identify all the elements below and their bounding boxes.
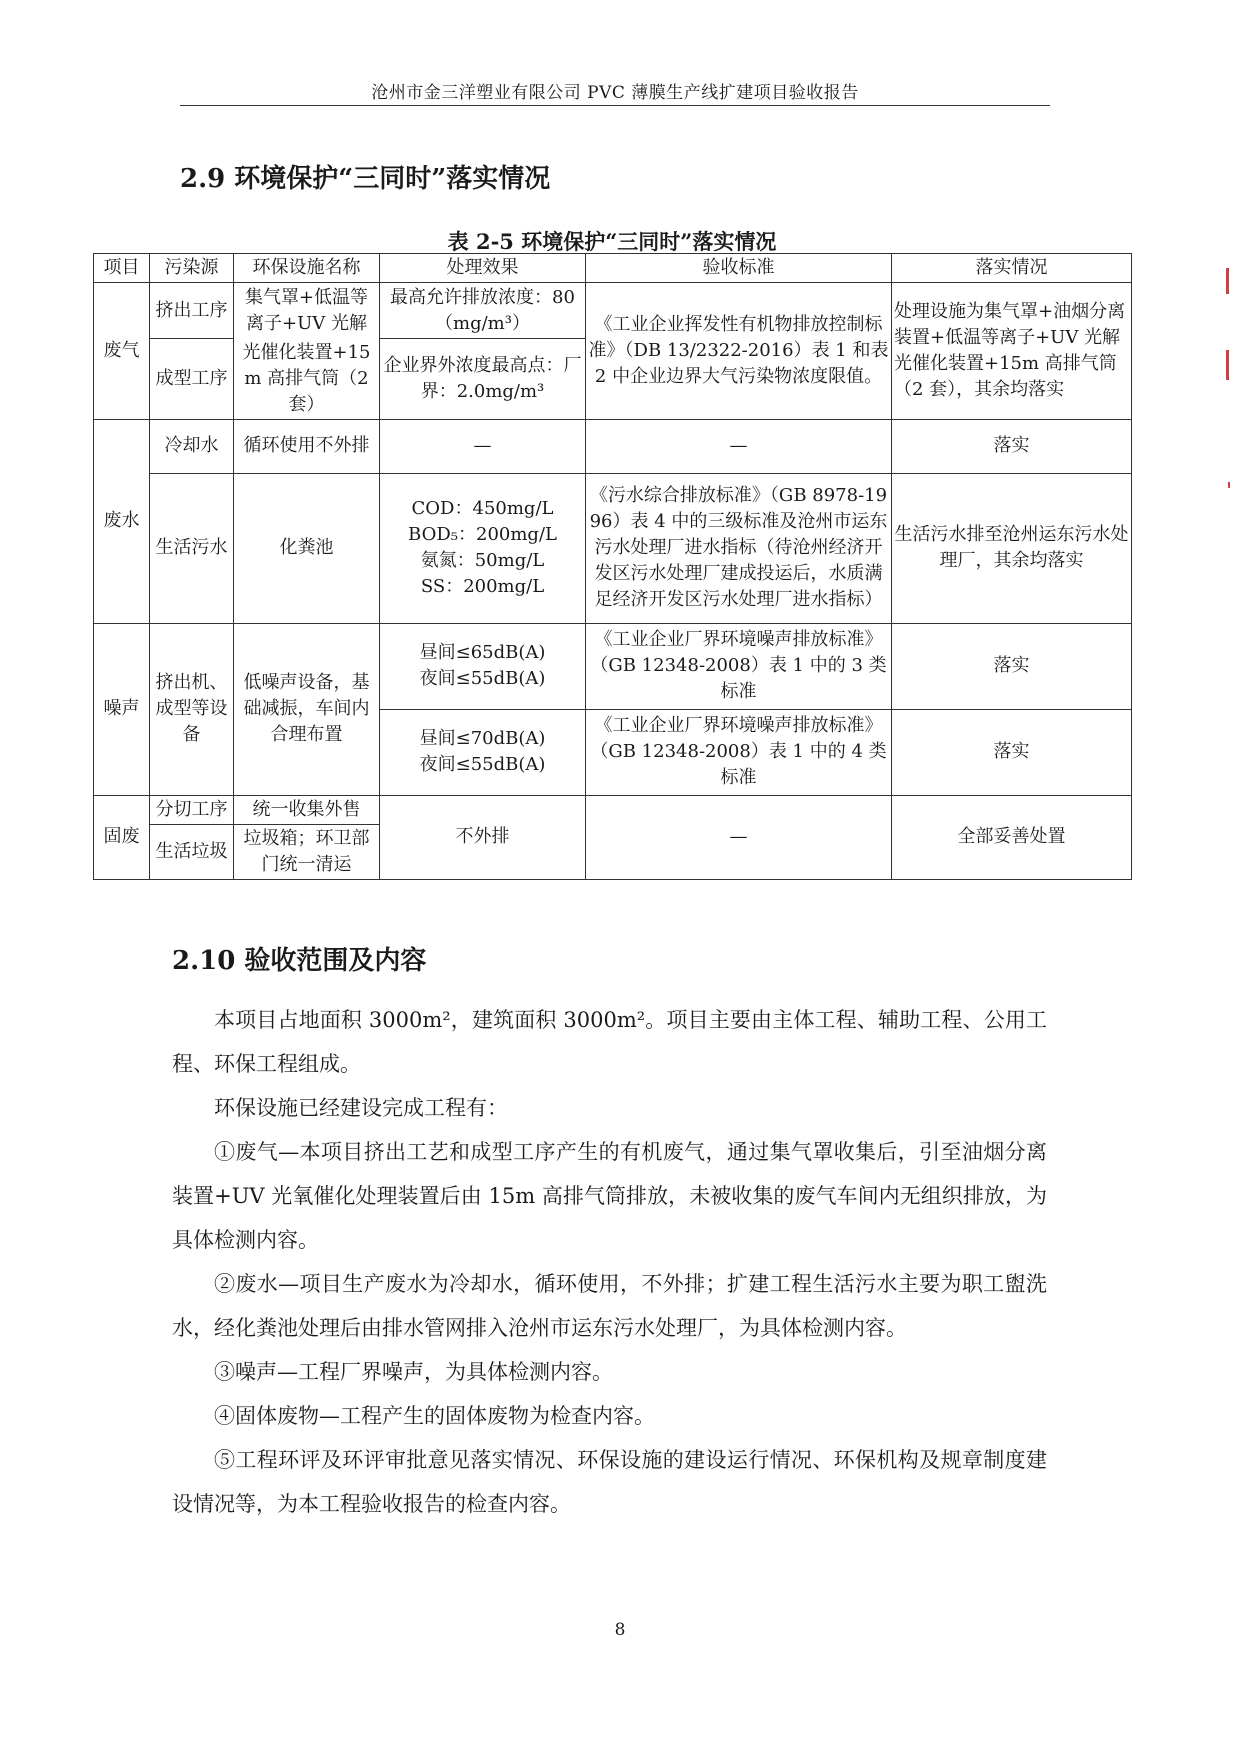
noise-standard-class4: 《工业企业厂界环境噪声排放标准》（GB 12348-2008）表 1 中的 4 类标准 — [586, 709, 892, 795]
effect-ammonia: 氨氮：50mg/L — [420, 550, 545, 571]
gas-status: 处理设施为集气罩+油烟分离装置+低温等离子+UV 光解光催化装置+15m 高排气筒（2 套），其余均落实 — [892, 283, 1132, 420]
gas-source-extrusion: 挤出工序 — [150, 283, 234, 339]
table-row — [94, 795, 1132, 824]
header-status: 落实情况 — [892, 254, 1132, 283]
solid-status: 全部妥善处置 — [892, 795, 1132, 879]
margin-mark — [1226, 268, 1229, 294]
paragraph: ①废气—本项目挤出工艺和成型工序产生的有机废气，通过集气罩收集后，引至油烟分离装置+UV 光氧催化处理装置后由 15m 高排气筒排放，未被收集的废气车间内无组织排放，为具体检测内容。 — [172, 1140, 1047, 1252]
margin-mark — [1226, 350, 1229, 380]
category-solid: 固废 — [94, 795, 150, 879]
table-caption: 表 2-5 环境保护“三同时”落实情况 — [447, 229, 777, 254]
section-title-2-9: 2.9 环境保护“三同时”落实情况 — [180, 164, 551, 194]
table-header-row — [94, 254, 1132, 283]
header-item: 项目 — [94, 254, 150, 283]
header-facility: 环保设施名称 — [234, 254, 380, 283]
header-source: 污染源 — [150, 254, 234, 283]
category-gas: 废气 — [94, 283, 150, 420]
water-source-cooling: 冷却水 — [150, 419, 234, 473]
paragraph: 环保设施已经建设完成工程有： — [214, 1096, 508, 1120]
solid-facility-domestic: 垃圾箱；环卫部门统一清运 — [234, 824, 380, 879]
gas-source-forming: 成型工序 — [150, 339, 234, 420]
water-status-cooling: 落实 — [892, 419, 1132, 473]
paragraph: ③噪声—工程厂界噪声，为具体检测内容。 — [214, 1360, 613, 1384]
header-standard: 验收标准 — [586, 254, 892, 283]
header-rule — [180, 105, 1050, 106]
water-facility-domestic: 化粪池 — [234, 473, 380, 623]
noise-night-limit: 夜间≤55dB(A) — [419, 754, 546, 775]
gas-effect-boundary: 企业界外浓度最高点：厂界：2.0mg/m³ — [380, 339, 586, 420]
solid-source-domestic: 生活垃圾 — [150, 824, 234, 879]
noise-effect-class4 — [380, 709, 586, 795]
effect-cod: COD：450mg/L — [411, 498, 554, 519]
noise-night-limit: 夜间≤55dB(A) — [419, 668, 546, 689]
solid-source-cutting: 分切工序 — [150, 795, 234, 824]
table-row — [94, 283, 1132, 339]
table-row — [94, 623, 1132, 709]
gas-effect-max: 最高允许排放浓度：80（mg/m³） — [380, 283, 586, 339]
water-source-domestic: 生活污水 — [150, 473, 234, 623]
water-effect-domestic — [380, 473, 586, 623]
noise-standard-class3: 《工业企业厂界环境噪声排放标准》（GB 12348-2008）表 1 中的 3 类标准 — [586, 623, 892, 709]
paragraph: ⑤工程环评及环评审批意见落实情况、环保设施的建设运行情况、环保机构及规章制度建设情况等，为本工程验收报告的检查内容。 — [172, 1448, 1047, 1516]
gas-facility-a: 集气罩+低温等离子+UV 光解 — [234, 283, 380, 339]
water-standard-domestic: 《污水综合排放标准》（GB 8978-1996）表 4 中的三级标准及沧州市运东污水处理厂进水指标（待沧州经济开发区污水处理厂建成投运后，水质满足经济开发区污水处理厂进水指标） — [586, 473, 892, 623]
water-standard-cooling: — — [586, 419, 892, 473]
page-number: 8 — [614, 1620, 626, 1640]
effect-bod: BOD₅：200mg/L — [408, 524, 557, 545]
noise-facility: 低噪声设备，基础减振，车间内合理布置 — [234, 623, 380, 795]
noise-status-class3: 落实 — [892, 623, 1132, 709]
water-facility-cooling: 循环使用不外排 — [234, 419, 380, 473]
table-row — [94, 473, 1132, 623]
category-water: 废水 — [94, 419, 150, 623]
page-header: 沧州市金三洋塑业有限公司 PVC 薄膜生产线扩建项目验收报告 — [371, 83, 859, 103]
noise-day-limit: 昼间≤65dB(A) — [419, 642, 546, 663]
noise-effect-class3 — [380, 623, 586, 709]
noise-status-class4: 落实 — [892, 709, 1132, 795]
three-simultaneity-table — [93, 253, 1132, 880]
noise-day-limit: 昼间≤70dB(A) — [419, 728, 546, 749]
solid-effect: 不外排 — [380, 795, 586, 879]
section-body — [172, 998, 1047, 1526]
water-effect-cooling: — — [380, 419, 586, 473]
paragraph: ④固体废物—工程产生的固体废物为检查内容。 — [214, 1404, 655, 1428]
noise-source: 挤出机、成型等设备 — [150, 623, 234, 795]
gas-facility-b: 光催化装置+15m 高排气筒（2 套） — [234, 339, 380, 420]
paragraph: ②废水—项目生产废水为冷却水，循环使用，不外排；扩建工程生活污水主要为职工盥洗水，经化粪池处理后由排水管网排入沧州市运东污水处理厂，为具体检测内容。 — [172, 1272, 1047, 1340]
gas-standard: 《工业企业挥发性有机物排放控制标准》（DB 13/2322-2016）表 1 和表 2 中企业边界大气污染物浓度限值。 — [586, 283, 892, 420]
margin-mark — [1228, 482, 1230, 488]
table-row — [94, 419, 1132, 473]
solid-facility-cutting: 统一收集外售 — [234, 795, 380, 824]
solid-standard: — — [586, 795, 892, 879]
category-noise: 噪声 — [94, 623, 150, 795]
water-status-domestic: 生活污水排至沧州运东污水处理厂，其余均落实 — [892, 473, 1132, 623]
header-effect: 处理效果 — [380, 254, 586, 283]
section-title-2-10: 2.10 验收范围及内容 — [172, 946, 427, 976]
paragraph: 本项目占地面积 3000m²，建筑面积 3000m²。项目主要由主体工程、辅助工程、公用工程、环保工程组成。 — [172, 1008, 1047, 1076]
effect-ss: SS：200mg/L — [420, 576, 545, 597]
